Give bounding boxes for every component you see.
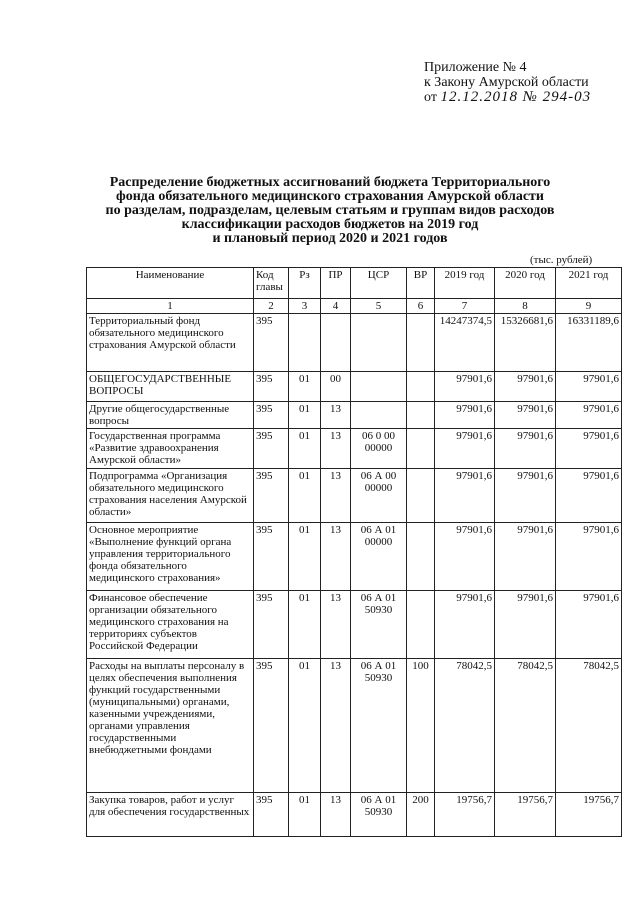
- cell-2021: 97901,6: [556, 469, 622, 523]
- cell-code: 395: [254, 793, 289, 837]
- cell-rz: 01: [289, 591, 321, 659]
- cell-pr: 13: [321, 591, 351, 659]
- title-line-4: классификации расходов бюджетов на 2019 год: [181, 217, 479, 232]
- title-line-2: фонда обязательного медицинского страхования Амурской области: [116, 189, 544, 204]
- cell-csr: 06 0 00 00000: [351, 429, 407, 469]
- table-row: [87, 469, 622, 523]
- cell-2020: 97901,6: [495, 429, 556, 469]
- cell-2020: 78042,5: [495, 659, 556, 793]
- cell-csr: 06 А 01 50930: [351, 591, 407, 659]
- cell-vr: [407, 469, 435, 523]
- appendix-line-1: Приложение № 4: [424, 60, 527, 75]
- cell-name: Финансовое обеспечение организации обязательного медицинского страхования на территориях субъектов Российской Федерации: [87, 591, 254, 659]
- header-2021: 2021 год: [556, 268, 622, 299]
- header-name: Наименование: [87, 268, 254, 299]
- cell-pr: 13: [321, 523, 351, 591]
- cell-code: 395: [254, 469, 289, 523]
- table-row: [87, 591, 622, 659]
- cell-code: 395: [254, 314, 289, 372]
- cell-2021: 19756,7: [556, 793, 622, 837]
- cell-csr: [351, 314, 407, 372]
- cell-2019: 78042,5: [435, 659, 495, 793]
- cell-vr: 100: [407, 659, 435, 793]
- title-line-1: Распределение бюджетных ассигнований бюджета Территориального: [109, 175, 551, 190]
- header-code: Код главы: [254, 268, 289, 299]
- handwritten-date-number: 12.12.2018 № 294-03: [440, 89, 592, 105]
- cell-vr: 200: [407, 793, 435, 837]
- cell-csr: [351, 372, 407, 402]
- cell-rz: 01: [289, 429, 321, 469]
- header-rz: Рз: [289, 268, 321, 299]
- cell-2021: 97901,6: [556, 429, 622, 469]
- header-vr: ВР: [407, 268, 435, 299]
- appendix-date-prefix: от: [424, 90, 437, 105]
- cell-pr: 13: [321, 659, 351, 793]
- units-label: (тыс. рублей): [530, 254, 593, 266]
- cell-2019: 97901,6: [435, 429, 495, 469]
- table-row: [87, 402, 622, 429]
- cell-csr: 06 А 01 00000: [351, 523, 407, 591]
- cell-2020: 97901,6: [495, 372, 556, 402]
- cell-2021: 97901,6: [556, 591, 622, 659]
- cell-2021: 97901,6: [556, 523, 622, 591]
- cell-name: Закупка товаров, работ и услуг для обеспечения государственных: [87, 793, 254, 837]
- cell-vr: [407, 314, 435, 372]
- cell-2020: 97901,6: [495, 469, 556, 523]
- col-number: 7: [435, 299, 495, 314]
- col-number: 4: [321, 299, 351, 314]
- cell-csr: 06 А 00 00000: [351, 469, 407, 523]
- cell-csr: [351, 402, 407, 429]
- cell-csr: 06 А 01 50930: [351, 659, 407, 793]
- cell-name: ОБЩЕГОСУДАРСТВЕННЫЕ ВОПРОСЫ: [87, 372, 254, 402]
- cell-2019: 97901,6: [435, 591, 495, 659]
- cell-vr: [407, 402, 435, 429]
- table-row: [87, 793, 622, 837]
- cell-csr: 06 А 01 50930: [351, 793, 407, 837]
- cell-vr: [407, 429, 435, 469]
- cell-code: 395: [254, 659, 289, 793]
- col-number: 1: [87, 299, 254, 314]
- cell-code: 395: [254, 591, 289, 659]
- cell-code: 395: [254, 372, 289, 402]
- cell-pr: 13: [321, 793, 351, 837]
- cell-name: Территориальный фонд обязательного медицинского страхования Амурской области: [87, 314, 254, 372]
- title-line-3: по разделам, подразделам, целевым статьям и группам видов расходов: [105, 203, 555, 218]
- cell-2019: 97901,6: [435, 372, 495, 402]
- cell-2020: 97901,6: [495, 523, 556, 591]
- cell-name: Расходы на выплаты персоналу в целях обеспечения выполнения функций государственными (муниципальными) органами, казенными учреждениями, органами управления государственными внебюджетными фондами: [87, 659, 254, 793]
- col-number: 6: [407, 299, 435, 314]
- col-number: 2: [254, 299, 289, 314]
- cell-2020: 97901,6: [495, 591, 556, 659]
- header-csr: ЦСР: [351, 268, 407, 299]
- header-pr: ПР: [321, 268, 351, 299]
- header-2020: 2020 год: [495, 268, 556, 299]
- cell-vr: [407, 372, 435, 402]
- col-number: 5: [351, 299, 407, 314]
- cell-name: Подпрограмма «Организация обязательного медицинского страхования населения Амурской области»: [87, 469, 254, 523]
- cell-pr: [321, 314, 351, 372]
- cell-pr: 00: [321, 372, 351, 402]
- cell-rz: 01: [289, 793, 321, 837]
- cell-2020: 15326681,6: [495, 314, 556, 372]
- cell-code: 395: [254, 523, 289, 591]
- table-row: [87, 523, 622, 591]
- cell-2019: 97901,6: [435, 469, 495, 523]
- appendix-line-2: к Закону Амурской области: [424, 75, 589, 90]
- column-number-row: [87, 299, 622, 314]
- cell-rz: 01: [289, 372, 321, 402]
- cell-vr: [407, 591, 435, 659]
- budget-table: [86, 267, 622, 837]
- cell-pr: 13: [321, 402, 351, 429]
- document-title: [60, 176, 600, 246]
- cell-2020: 97901,6: [495, 402, 556, 429]
- cell-name: Основное мероприятие «Выполнение функций органа управления территориального фонда обязательного медицинского страхования»: [87, 523, 254, 591]
- table-row: [87, 372, 622, 402]
- table-row: [87, 659, 622, 793]
- cell-2021: 97901,6: [556, 402, 622, 429]
- appendix-line-3: [424, 90, 591, 105]
- cell-2021: 78042,5: [556, 659, 622, 793]
- appendix-block: [424, 60, 591, 105]
- cell-rz: 01: [289, 659, 321, 793]
- col-number: 8: [495, 299, 556, 314]
- cell-2021: 97901,6: [556, 372, 622, 402]
- cell-code: 395: [254, 429, 289, 469]
- cell-code: 395: [254, 402, 289, 429]
- cell-name: Государственная программа «Развитие здравоохранения Амурской области»: [87, 429, 254, 469]
- col-number: 3: [289, 299, 321, 314]
- cell-2019: 97901,6: [435, 523, 495, 591]
- header-2019: 2019 год: [435, 268, 495, 299]
- cell-name: Другие общегосударственные вопросы: [87, 402, 254, 429]
- cell-vr: [407, 523, 435, 591]
- cell-2019: 14247374,5: [435, 314, 495, 372]
- cell-rz: 01: [289, 402, 321, 429]
- cell-2021: 16331189,6: [556, 314, 622, 372]
- cell-pr: 13: [321, 469, 351, 523]
- title-line-5: и плановый период 2020 и 2021 годов: [212, 231, 448, 246]
- cell-rz: 01: [289, 523, 321, 591]
- col-number: 9: [556, 299, 622, 314]
- table-row: [87, 314, 622, 372]
- cell-rz: 01: [289, 469, 321, 523]
- cell-2020: 19756,7: [495, 793, 556, 837]
- cell-2019: 97901,6: [435, 402, 495, 429]
- cell-2019: 19756,7: [435, 793, 495, 837]
- table-header-row: [87, 268, 622, 299]
- table-row: [87, 429, 622, 469]
- cell-pr: 13: [321, 429, 351, 469]
- cell-rz: [289, 314, 321, 372]
